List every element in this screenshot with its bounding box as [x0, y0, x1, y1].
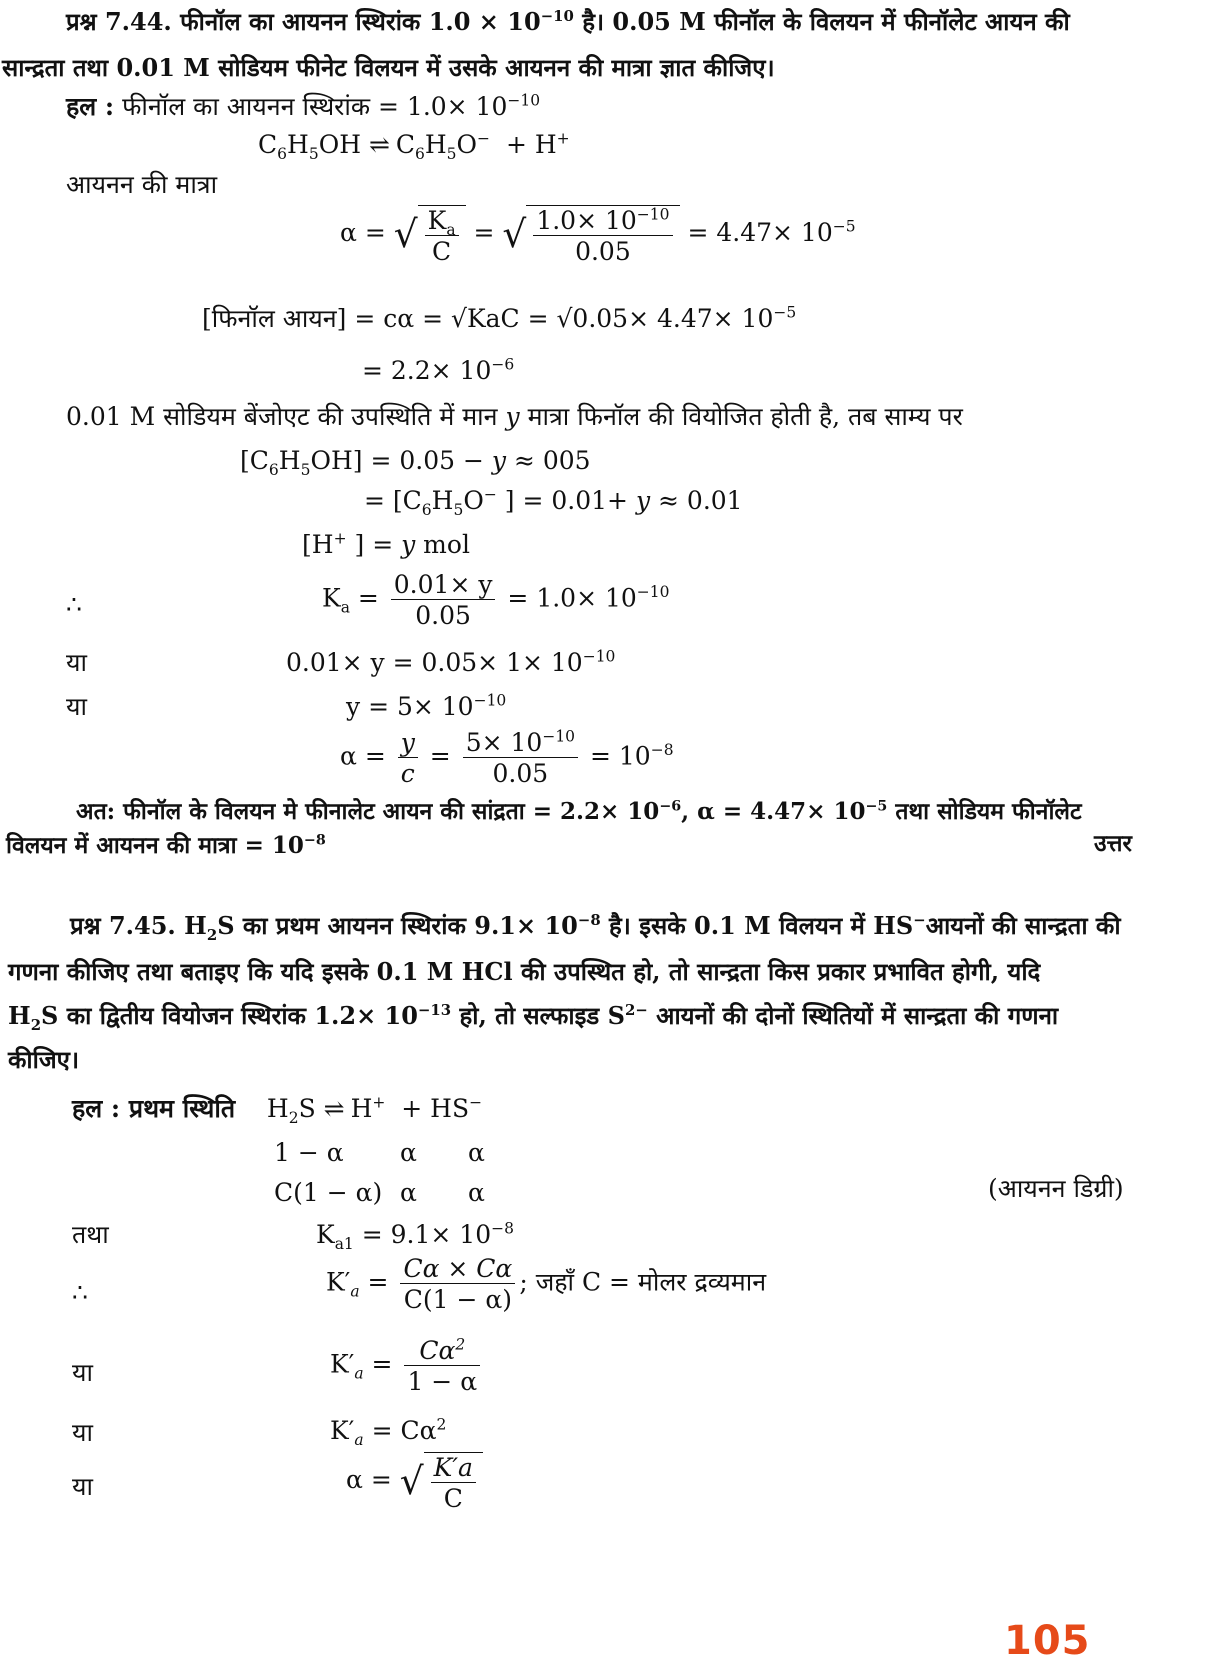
q745-line4: कीजिए। [8, 1045, 80, 1074]
alpha-formula: α = √ $\frac{K_a}{C}$ = √ $\frac{1.0\times 10^{-10}}{0.05}$ = $4.47\times 10^{-5}$ [340, 205, 856, 266]
ya-label-3: या [72, 1358, 93, 1387]
conclusion-line1: अत: फीनॉल के विलयन मे फीनालेट आयन की सांद्रता = $2.2\times 10^{-6}$, $\alpha = 4.47\times 10^{-5}$ तथा सोडियम फीनॉलेट [76, 798, 1082, 825]
q745-line2: गणना कीजिए तथा बताइए कि यदि इसके 0.1 M HCl की उपस्थित हो, तो सान्द्रता किस प्रकार प्रभावित होगी, यदि [8, 957, 1041, 986]
q744-line2: सान्द्रता तथा 0.01 M सोडियम फीनेट विलयन में उसके आयनन की मात्रा ज्ञात कीजिए। [2, 53, 775, 82]
h-equilibrium: [H+ ] = y mol [302, 529, 470, 559]
ionization-row1-c3: α [468, 1138, 485, 1167]
phenol-dissociation-equation: $C_6H_5OH$ ⇌ $C_6H_5O^- + H^+$ [258, 129, 570, 163]
therefore-symbol-1: ∴ [66, 590, 82, 619]
alpha-second: α = $\frac{y}{c}$ = $\frac{5\times 10^{-10}}{0.05}$ = $10^{-8}$ [340, 727, 674, 788]
presence-line: 0.01 M सोडियम बेंजोएट की उपस्थिति में मान y मात्रा फिनॉल की वियोजित होती है, तब साम्य पर [66, 402, 963, 431]
kprime-equation: $K'_a$ = $\frac{C\alpha \times C\alpha}{C(1 - \alpha)}$ ; जहाँ C = मोलर द्रव्यमान [326, 1254, 767, 1314]
page-number: 105 [1004, 1618, 1091, 1664]
sol2-first-case: हल : प्रथम स्थिति $H_2S$ ⇌ H+ + HS− [72, 1093, 483, 1127]
kprime3-equation: $K'_a = C\alpha^2$ [330, 1415, 447, 1449]
phenol-ion-result: = $2.2\times 10^{-6}$ [362, 355, 515, 385]
q744-line1: प्रश्न 7.44. फीनॉल का आयनन स्थिरांक $1.0 \times 10^{-10}$ है। 0.05 M फीनॉल के विलयन में फीनॉलेट आयन की [66, 7, 1070, 36]
step2: $y = 5\times 10^{-10}$ [346, 691, 507, 721]
tatha-label: तथा [72, 1220, 109, 1249]
ya-label-4: या [72, 1418, 93, 1447]
ionization-row2-c2: α [400, 1178, 417, 1207]
q745-line1: प्रश्न 7.45. $H_2S$ का प्रथम आयनन स्थिरांक $9.1\times 10^{-8}$ है। इसके 0.1 M विलयन में HS−आयनों की सान्द्रता की [70, 911, 1121, 944]
c6h5oh-equilibrium: $[C_6H_5OH] = 0.05 - y \approx 005$ [240, 446, 591, 479]
therefore-symbol-2: ∴ [72, 1278, 88, 1307]
sol1-ka-line: हल : फीनॉल का आयनन स्थिरांक = $1.0\times 10^{-10}$ [66, 91, 541, 121]
ionization-row1-c2: α [400, 1138, 417, 1167]
ya-label-1: या [66, 648, 87, 677]
kprime2-equation: $K'_a$ = $\frac{C\alpha^2}{1 - \alpha}$ [330, 1338, 484, 1394]
c6h5o-equilibrium: = [$C_6H_5O^-$ ] = 0.01+ y ≈ 0.01 [364, 485, 743, 519]
conclusion-line2: विलयन में आयनन की मात्रा = $10^{-8}$ [6, 832, 326, 859]
phenol-ion-line: [फिनॉल आयन] = $c\alpha = √KaC = √0.05\times 4.47\times 10^{-5}$ [202, 303, 797, 333]
ionization-row2-c1: C(1 − α) [274, 1178, 383, 1207]
degree-note: (आयनन डिग्री) [988, 1174, 1124, 1203]
degree-label: आयनन की मात्रा [66, 170, 218, 199]
ya-label-2: या [66, 692, 87, 721]
answer-label: उत्तर [1094, 830, 1132, 857]
ka1-line: $K_{a1} = 9.1\times 10^{-8}$ [316, 1219, 514, 1253]
ionization-row1-c1: 1 − α [274, 1138, 344, 1167]
ka-equation: $K_a$ = $\frac{0.01\times y}{0.05}$ = $1.0\times 10^{-10}$ [322, 570, 670, 630]
q745-line3: $H_2S$ का द्वितीय वियोजन स्थिरांक $1.2\times 10^{-13}$ हो, तो सल्फाइड $S^{2-}$ आयनों की दोनों स्थितियों में सान्द्रता की गणना [8, 1001, 1059, 1034]
ionization-row2-c3: α [468, 1178, 485, 1207]
alpha-root-equation: α = √ $\frac{K'a}{C}$ [346, 1452, 483, 1511]
step1: $0.01\times y = 0.05\times 1\times 10^{-10}$ [286, 647, 616, 677]
ya-label-5: या [72, 1472, 93, 1501]
